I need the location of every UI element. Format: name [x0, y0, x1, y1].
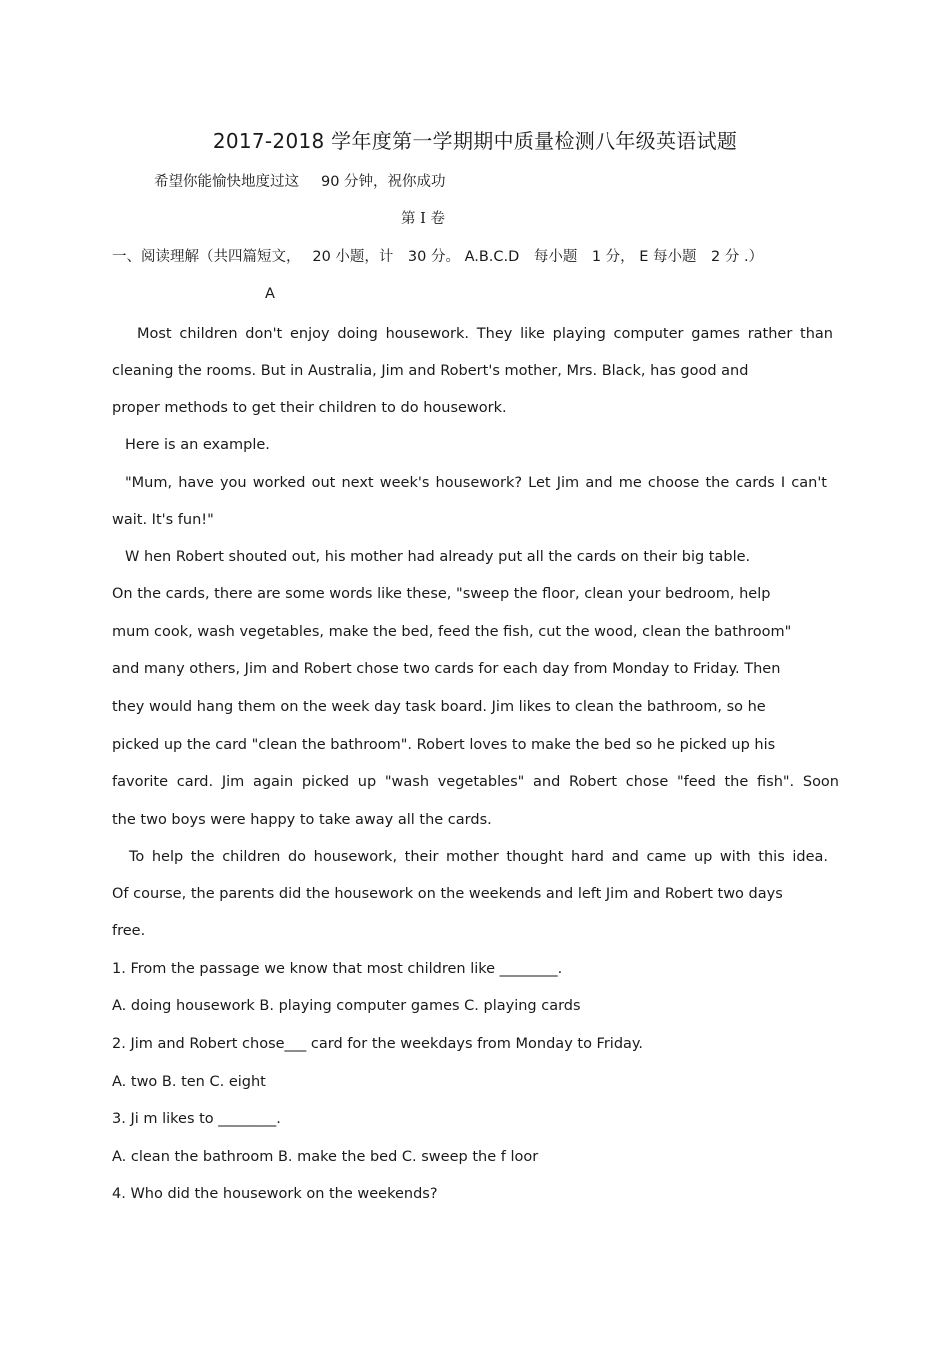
question-3-stem: 3. Ji m likes to ________.	[112, 1111, 281, 1127]
passage-line-6: wait. It's fun!"	[112, 512, 214, 528]
subtitle-left: 希望你能愉快地度过这	[154, 174, 299, 190]
passage-line-7: W hen Robert shouted out, his mother had already put all the cards on their big table.	[125, 549, 751, 565]
passage-line-15: To help the children do housework, their mother thought hard and came up with this idea.	[129, 849, 828, 865]
question-1-stem: 1. From the passage we know that most children like ________.	[112, 961, 563, 977]
passage-line-13: favorite card. Jim again picked up "wash vegetables" and Robert chose "feed the fish". Soon	[112, 774, 839, 790]
passage-line-8: On the cards, there are some words like these, "sweep the floor, clean your bedroom, help	[112, 586, 771, 602]
passage-line-17: free.	[112, 923, 146, 939]
part-label: 第 I 卷	[401, 211, 445, 227]
page-title: 2017-2018 学年度第一学期期中质量检测八年级英语试题	[212, 129, 738, 153]
passage-line-5: "Mum, have you worked out next week's housework? Let Jim and me choose the cards I can't	[125, 475, 827, 491]
passage-line-3: proper methods to get their children to do housework.	[112, 400, 507, 416]
passage-line-2: cleaning the rooms. But in Australia, Jim and Robert's mother, Mrs. Black, has good and	[112, 363, 749, 379]
section-heading: 一、阅读理解（共四篇短文， 20 小题，计 30 分。 A.B.C.D 每小题 1 分， E 每小题 2 分 .）	[112, 249, 764, 265]
question-4-stem: 4. Who did the housework on the weekends?	[112, 1186, 438, 1202]
passage-line-16: Of course, the parents did the housework on the weekends and left Jim and Robert two days	[112, 886, 783, 902]
question-1-options: A. doing housework B. playing computer games C. playing cards	[112, 998, 581, 1014]
passage-letter: A	[265, 286, 275, 302]
question-3-options: A. clean the bathroom B. make the bed C. sweep the f loor	[112, 1149, 539, 1165]
passage-line-10: and many others, Jim and Robert chose two cards for each day from Monday to Friday. Then	[112, 661, 781, 677]
question-2-options: A. two B. ten C. eight	[112, 1074, 266, 1090]
passage-line-1: Most children don't enjoy doing housework. They like playing computer games rather than	[137, 326, 833, 342]
passage-line-4: Here is an example.	[125, 437, 270, 453]
subtitle-right: 90 分钟，祝你成功	[321, 174, 446, 190]
passage-line-12: picked up the card "clean the bathroom". Robert loves to make the bed so he picked up his	[112, 737, 776, 753]
question-2-stem: 2. Jim and Robert chose___ card for the weekdays from Monday to Friday.	[112, 1036, 644, 1052]
passage-line-14: the two boys were happy to take away all the cards.	[112, 812, 492, 828]
subtitle	[154, 172, 446, 192]
passage-line-11: they would hang them on the week day task board. Jim likes to clean the bathroom, so he	[112, 699, 766, 715]
passage-line-9: mum cook, wash vegetables, make the bed, feed the fish, cut the wood, clean the bathroom"	[112, 624, 792, 640]
